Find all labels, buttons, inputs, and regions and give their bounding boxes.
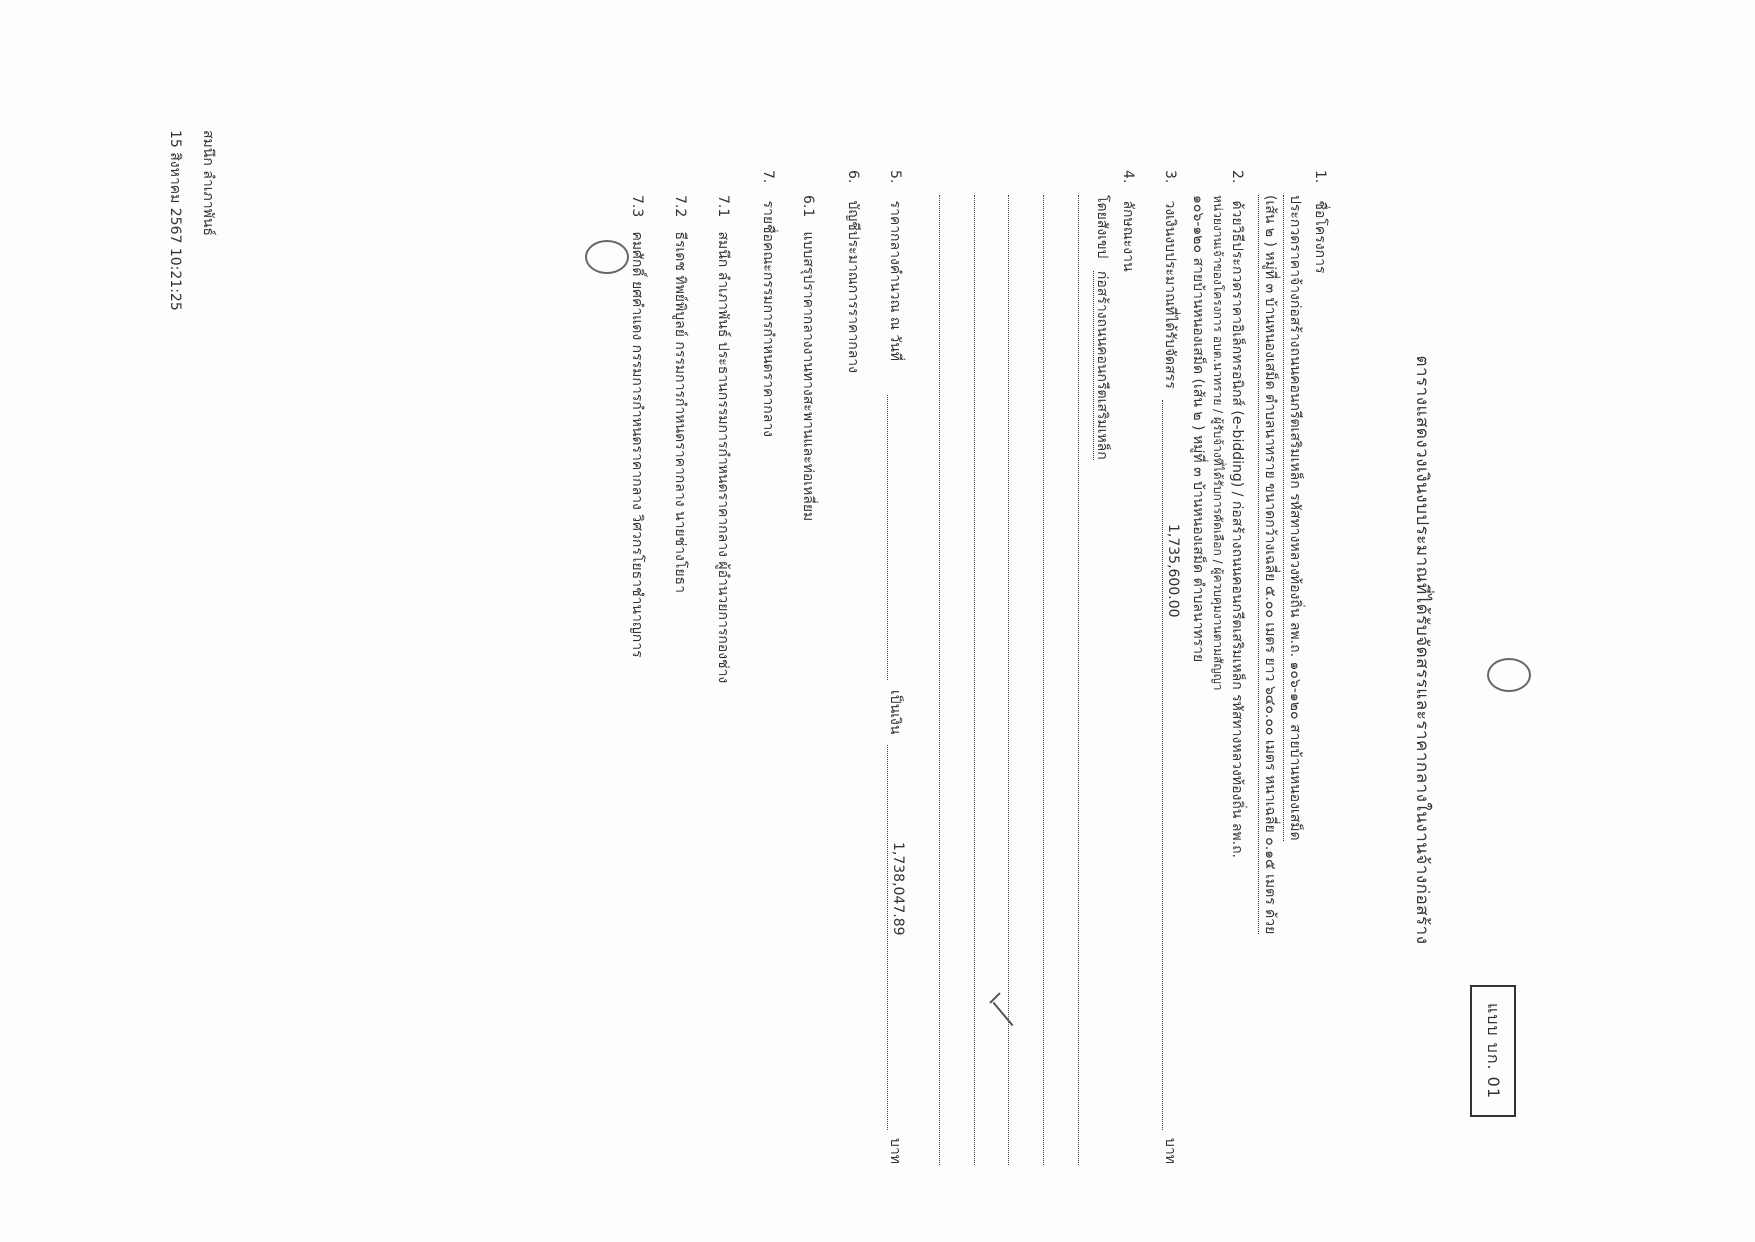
item-3-label: วงเงินงบประมาณที่ได้รับจัดสรร bbox=[1162, 200, 1178, 389]
item-5-money-label: เป็นเงิน bbox=[887, 690, 903, 735]
blank-line-2 bbox=[1043, 195, 1044, 1165]
check-mark-icon bbox=[980, 985, 1016, 1027]
item-2-line-2: หน่วยงานเจ้าของโครงการ อบต.นาทราย / ผู้รับจ้างที่ได้รับการคัดเลือก / ผู้ควบคุมงานตามสัญญา bbox=[1211, 195, 1225, 691]
item-1-label: ชื่อโครงการ bbox=[1312, 200, 1328, 274]
item-1 bbox=[1309, 170, 1331, 273]
blank-line-1 bbox=[1078, 195, 1079, 1165]
item-5 bbox=[884, 170, 906, 361]
item-4-label: ลักษณะงาน bbox=[1120, 200, 1136, 272]
item-5-label: ราคากลางคำนวณ ณ วันที่ bbox=[887, 200, 903, 362]
item-6-number: 6. bbox=[845, 170, 861, 184]
blank-line-4 bbox=[974, 195, 975, 1165]
item-5-number: 5. bbox=[887, 170, 903, 184]
item-2 bbox=[1226, 170, 1248, 858]
committee-member-3 bbox=[626, 195, 648, 658]
item-6-label: บัญชีประมาณการราคากลาง bbox=[845, 200, 861, 373]
item-3-number: 3. bbox=[1162, 170, 1178, 184]
footer-timestamp: 15 สิงหาคม 2567 10:21:25 bbox=[167, 130, 183, 311]
item-4-detail-text: ก่อสร้างถนนคอนกรีตเสริมเหล็ก bbox=[1094, 270, 1110, 460]
budget-dotted-line bbox=[1162, 400, 1163, 1130]
document-title: ตารางแสดงวงเงินงบประมาณที่ได้รับจัดสรรและราคากลางในงานจ้างก่อสร้าง bbox=[1412, 355, 1432, 945]
project-name-line-1: ประกวดราคาจ้างก่อสร้างถนนคอนกรีตเสริมเหล็ก รหัสทางหลวงท้องถิ่น ลพ.ถ. ๑๐๖-๑๒๐ สายบ้านหนองเสม็ด bbox=[1283, 195, 1306, 841]
form-code-box: แบบ บก. 01 bbox=[1470, 985, 1516, 1117]
median-price-amount: 1,738,047.89 bbox=[890, 838, 906, 940]
item-2-line-1: ด้วยวิธีประกวดราคาอิเล็กทรอนิกส์ (e-bidding) / ก่อสร้างถนนคอนกรีตเสริมเหล็ก รหัสทางหลวงท้องถิ่น ลพ.ถ. bbox=[1229, 200, 1245, 859]
document-page bbox=[151, 0, 1531, 1242]
item-4-detail-prefix: โดยสังเขป bbox=[1094, 195, 1110, 259]
item-7 bbox=[757, 170, 779, 437]
item-7-label: รายชื่อคณะกรรมการกำหนดราคากลาง bbox=[760, 200, 776, 438]
member-text: คมศักดิ์ ยศคำแดง กรรมการกำหนดราคากลาง วิศวกรโยธาชำนาญการ bbox=[629, 231, 645, 658]
item-6-1-number: 6.1 bbox=[800, 195, 816, 218]
member-number: 7.2 bbox=[672, 195, 688, 218]
item-7-number: 7. bbox=[760, 170, 776, 184]
item-4 bbox=[1117, 170, 1139, 272]
committee-member-1 bbox=[712, 195, 734, 683]
price-dotted-line bbox=[887, 745, 888, 1130]
item-4-number: 4. bbox=[1120, 170, 1136, 184]
item-6-1-text: แบบสรุปราคากลางงานทางสะพานและท่อเหลี่ยม bbox=[800, 231, 816, 522]
member-number: 7.1 bbox=[715, 195, 731, 218]
blank-line-5 bbox=[939, 195, 940, 1165]
item-6-1 bbox=[797, 195, 819, 521]
member-text: ธีรเดช ทิพย์พิบูลย์ กรรมการกำหนดราคากลาง นายช่างโยธา bbox=[672, 231, 688, 593]
footer-name: สมนึก ลำเภาพันธ์ bbox=[200, 130, 216, 236]
member-text: สมนึก ลำเภาพันธ์ ประธานกรรมการกำหนดราคากลาง ผู้อำนวยการกองช่าง bbox=[715, 231, 731, 684]
budget-amount: 1,735,600.00 bbox=[1165, 520, 1181, 622]
item-4-detail bbox=[1091, 195, 1113, 460]
project-name-line-2: (เส้น ๒ ) หมู่ที่ ๓ บ้านหนองเสม็ด ตำบลนาทราย ขนาดกว้างเฉลี่ย ๕.๐๐ เมตร ยาว ๖๔๐.๐๐ เมตร หนาเฉลี่ย ๐.๑๕ เมตร ด้วย bbox=[1258, 195, 1281, 934]
item-6 bbox=[842, 170, 864, 373]
member-number: 7.3 bbox=[629, 195, 645, 218]
punch-hole-top bbox=[1487, 658, 1531, 692]
median-price-unit: บาท bbox=[887, 1138, 903, 1164]
item-3 bbox=[1159, 170, 1181, 389]
committee-member-2 bbox=[669, 195, 691, 593]
punch-hole-middle bbox=[585, 240, 629, 274]
date-dotted-line bbox=[887, 395, 888, 680]
item-2-number: 2. bbox=[1229, 170, 1245, 184]
budget-unit: บาท bbox=[1162, 1138, 1178, 1164]
item-1-number: 1. bbox=[1312, 170, 1328, 184]
item-2-line-3: ๑๐๖-๑๒๐ สายบ้านหนองเสม็ด (เส้น ๒ ) หมู่ที่ ๓ บ้านหนองเสม็ด ตำบลนาทราย bbox=[1190, 195, 1206, 663]
